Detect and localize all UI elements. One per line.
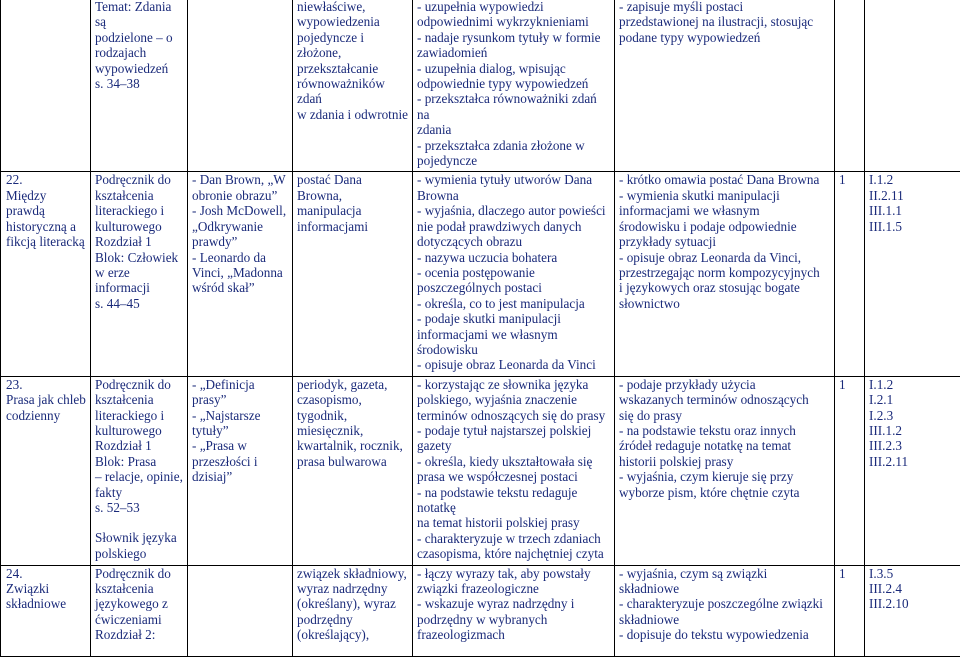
cell-line: równoważników zdań (297, 76, 408, 107)
cell-line: Związki (6, 581, 86, 596)
cell-line: na temat historii polskiej prasy (417, 515, 610, 530)
cell-line: (określany), wyraz (297, 596, 408, 611)
cell-line: Podręcznik do (95, 566, 183, 581)
cell-line: tygodnik, (297, 408, 408, 423)
cell-line: Rozdział 1 (95, 234, 183, 249)
concepts-cell (293, 565, 413, 656)
cell-line: 23. (6, 377, 86, 392)
cell-line: kształcenia (95, 392, 183, 407)
cell-line: - na podstawie tekstu redaguje notatkę (417, 485, 610, 516)
extended-requirements-cell (615, 565, 835, 656)
cell-line: - charakteryzuje w trzech zdaniach (417, 531, 610, 546)
cell-line: - podaje skutki manipulacji (417, 311, 610, 326)
cell-line: - nadaje rysunkom tytuły w formie (417, 30, 610, 45)
cell-line: - wyjaśnia, dlaczego autor powieści (417, 203, 610, 218)
extended-requirements-cell (615, 0, 835, 172)
texts-cell (188, 172, 293, 376)
cell-line: Browna (417, 188, 610, 203)
cell-line: przekształcanie (297, 61, 408, 76)
cell-line: składniowe (619, 612, 830, 627)
cell-line: - charakteryzuje poszczególne związki (619, 596, 830, 611)
cell-line: źródeł redaguje notatkę na temat (619, 438, 830, 453)
cell-line: literackiego i (95, 408, 183, 423)
cell-line: gazety (417, 438, 610, 453)
table-row (1, 172, 960, 376)
source-cell (91, 565, 188, 656)
cell-line: I.1.2 (869, 377, 958, 392)
cell-line: Temat: Zdania są (95, 0, 183, 30)
cell-line: - uzupełnia dialog, wpisując (417, 61, 610, 76)
cell-line: - na podstawie tekstu oraz innych (619, 423, 830, 438)
hours-cell (835, 172, 865, 376)
cell-line: dotyczących obrazu (417, 234, 610, 249)
cell-line: miesięcznik, (297, 423, 408, 438)
lesson-number-cell (1, 172, 91, 376)
cell-line: s. 34–38 (95, 76, 183, 91)
cell-line: s. 52–53 (95, 500, 183, 515)
cell-line: wyborze pism, które chętnie czyta (619, 485, 830, 500)
cell-line: informacjami we własnym (619, 203, 830, 218)
cell-line: - opisuje obraz Leonarda da Vinci (417, 357, 610, 372)
cell-line: rodzajach (95, 45, 183, 60)
hours-cell (835, 565, 865, 656)
table-row (1, 565, 960, 656)
cell-line: III.1.2 (869, 423, 958, 438)
cell-line: frazeologizmach (417, 627, 610, 642)
cell-line: - łączy wyrazy tak, aby powstały (417, 566, 610, 581)
cell-line: - korzystając ze słownika języka (417, 377, 610, 392)
cell-line: odpowiednie typy wypowiedzeń (417, 76, 610, 91)
cell-line: 1 (839, 566, 860, 581)
cell-line: i językowych oraz stosując bogate (619, 280, 830, 295)
source-cell (91, 0, 188, 172)
cell-line: - „Prasa w (192, 438, 288, 453)
cell-line: III.2.3 (869, 438, 958, 453)
cell-line: - Josh McDowell, (192, 203, 288, 218)
cell-line: 1 (839, 172, 860, 187)
basic-requirements-cell (413, 565, 615, 656)
cell-line: III.1.5 (869, 219, 958, 234)
cell-line: - krótko omawia postać Dana Browna (619, 172, 830, 187)
lesson-number-cell (1, 565, 91, 656)
cell-line: - wskazuje wyraz nadrzędny i (417, 596, 610, 611)
cell-line: wypowiedzenia (297, 14, 408, 29)
cell-line: III.2.11 (869, 454, 958, 469)
cell-line: - Leonardo da (192, 250, 288, 265)
curriculum-codes-cell (865, 376, 960, 565)
cell-line: ćwiczeniami (95, 612, 183, 627)
cell-line: podrzędny w wybranych (417, 612, 610, 627)
cell-line: w erze informacji (95, 265, 183, 296)
cell-line: manipulacja (297, 203, 408, 218)
texts-cell (188, 565, 293, 656)
cell-line: (określający), (297, 627, 408, 642)
concepts-cell (293, 376, 413, 565)
lesson-number-cell (1, 0, 91, 172)
cell-line: nie podał prawdziwych danych (417, 219, 610, 234)
cell-line: tytuły” (192, 423, 288, 438)
cell-line: fikcją literacką (6, 234, 86, 249)
cell-line: podrzędny (297, 612, 408, 627)
cell-line: obronie obrazu” (192, 188, 288, 203)
cell-line: związki frazeologiczne (417, 581, 610, 596)
cell-line: „Odkrywanie (192, 219, 288, 234)
cell-line: prasa we współczesnej postaci (417, 469, 610, 484)
cell-line: przedstawionej na ilustracji, stosując (619, 14, 830, 29)
cell-line: Rozdział 2: (95, 627, 183, 642)
cell-line: Podręcznik do (95, 172, 183, 187)
texts-cell (188, 376, 293, 565)
curriculum-codes-cell (865, 565, 960, 656)
cell-line: niewłaściwe, (297, 0, 408, 14)
cell-line: - wyjaśnia, czym są związki (619, 566, 830, 581)
extended-requirements-cell (615, 376, 835, 565)
cell-line: I.2.3 (869, 408, 958, 423)
cell-line: historii polskiej prasy (619, 454, 830, 469)
source-cell (91, 172, 188, 376)
cell-line: wskazanych terminów odnoszących (619, 392, 830, 407)
cell-line: 22. (6, 172, 86, 187)
source-cell (91, 376, 188, 565)
cell-line: składniowe (619, 581, 830, 596)
cell-line: codzienny (6, 408, 86, 423)
basic-requirements-cell (413, 0, 615, 172)
cell-line: kulturowego (95, 219, 183, 234)
cell-line: 1 (839, 377, 860, 392)
table-row (1, 376, 960, 565)
cell-line: - ocenia postępowanie (417, 265, 610, 280)
cell-line: wyraz nadrzędny (297, 581, 408, 596)
cell-line: kształcenia (95, 581, 183, 596)
cell-line: przykłady sytuacji (619, 234, 830, 249)
cell-line: - opisuje obraz Leonarda da Vinci, (619, 250, 830, 265)
cell-line: się do prasy (619, 408, 830, 423)
cell-line: II.2.11 (869, 188, 958, 203)
cell-line: wypowiedzeń (95, 61, 183, 76)
concepts-cell (293, 0, 413, 172)
hours-cell (835, 376, 865, 565)
cell-line: środowisku (417, 342, 610, 357)
cell-line: Słownik języka (95, 530, 183, 545)
cell-line: - określa, co to jest manipulacja (417, 296, 610, 311)
cell-line: Blok: Człowiek (95, 250, 183, 265)
table-row (1, 0, 960, 172)
cell-line: prasa bulwarowa (297, 454, 408, 469)
cell-line: informacjami (297, 219, 408, 234)
cell-line: literackiego i (95, 203, 183, 218)
cell-line: pojedyncze i złożone, (297, 30, 408, 61)
cell-line: podzielone – o (95, 30, 183, 45)
cell-line: - „Najstarsze (192, 408, 288, 423)
cell-line: związek składniowy, (297, 566, 408, 581)
cell-line: postać Dana Browna, (297, 172, 408, 203)
cell-line: - przekształca zdania złożone w (417, 138, 610, 153)
cell-line: fakty (95, 485, 183, 500)
cell-line: - określa, kiedy ukształtowała się (417, 454, 610, 469)
cell-line: III.2.4 (869, 581, 958, 596)
hours-cell (835, 0, 865, 172)
cell-line: przeszłości i (192, 454, 288, 469)
cell-line: - przekształca równoważniki zdań na (417, 91, 610, 122)
curriculum-codes-cell (865, 0, 960, 172)
cell-line: wśród skał” (192, 280, 288, 295)
cell-line: - „Definicja prasy” (192, 377, 288, 408)
cell-line: - zapisuje myśli postaci (619, 0, 830, 14)
cell-line: - podaje przykłady użycia (619, 377, 830, 392)
cell-line: kulturowego (95, 423, 183, 438)
cell-line: s. 44–45 (95, 296, 183, 311)
lesson-number-cell (1, 376, 91, 565)
cell-line: - nazywa uczucia bohatera (417, 250, 610, 265)
cell-line (95, 515, 183, 530)
cell-line: Między prawdą (6, 188, 86, 219)
cell-line: środowisku i podaje odpowiednie (619, 219, 830, 234)
basic-requirements-cell (413, 172, 615, 376)
cell-line: prawdy” (192, 234, 288, 249)
cell-line: odpowiednimi wykrzyknieniami (417, 14, 610, 29)
cell-line: - wyjaśnia, czym kieruje się przy (619, 469, 830, 484)
cell-line: III.1.1 (869, 203, 958, 218)
cell-line: pojedyncze (417, 153, 610, 168)
cell-line: językowego z (95, 596, 183, 611)
cell-line: składniowe (6, 596, 86, 611)
curriculum-codes-cell (865, 172, 960, 376)
cell-line: 24. (6, 566, 86, 581)
cell-line: Podręcznik do (95, 377, 183, 392)
cell-line: - wymienia skutki manipulacji (619, 188, 830, 203)
cell-line: - podaje tytuł najstarszej polskiej (417, 423, 610, 438)
basic-requirements-cell (413, 376, 615, 565)
cell-line: - dopisuje do tekstu wypowiedzenia (619, 627, 830, 642)
cell-line: Blok: Prasa (95, 454, 183, 469)
cell-line: w zdania i odwrotnie (297, 107, 408, 122)
cell-line: dzisiaj” (192, 469, 288, 484)
cell-line: podane typy wypowiedzeń (619, 30, 830, 45)
cell-line: I.2.1 (869, 392, 958, 407)
cell-line: przestrzegając norm kompozycyjnych (619, 265, 830, 280)
cell-line: I.3.5 (869, 566, 958, 581)
cell-line: Vinci, „Madonna (192, 265, 288, 280)
cell-line: poszczególnych postaci (417, 280, 610, 295)
cell-line: polskiego (95, 546, 183, 561)
cell-line: – relacje, opinie, (95, 469, 183, 484)
cell-line: zdania (417, 122, 610, 137)
cell-line: słownictwo (619, 296, 830, 311)
concepts-cell (293, 172, 413, 376)
cell-line: Prasa jak chleb (6, 392, 86, 407)
cell-line: informacjami we własnym (417, 327, 610, 342)
cell-line: III.2.10 (869, 596, 958, 611)
cell-line: kwartalnik, rocznik, (297, 438, 408, 453)
cell-line: I.1.2 (869, 172, 958, 187)
cell-line: Rozdział 1 (95, 438, 183, 453)
cell-line: periodyk, gazeta, (297, 377, 408, 392)
extended-requirements-cell (615, 172, 835, 376)
cell-line: polskiego, wyjaśnia znaczenie (417, 392, 610, 407)
cell-line: czasopismo, (297, 392, 408, 407)
cell-line: czasopisma, które najchętniej czyta (417, 546, 610, 561)
texts-cell (188, 0, 293, 172)
cell-line: - uzupełnia wypowiedzi (417, 0, 610, 14)
cell-line: - wymienia tytuły utworów Dana (417, 172, 610, 187)
cell-line: historyczną a (6, 219, 86, 234)
cell-line: zawiadomień (417, 45, 610, 60)
cell-line: - Dan Brown, „W (192, 172, 288, 187)
cell-line: kształcenia (95, 188, 183, 203)
cell-line: terminów odnoszących się do prasy (417, 408, 610, 423)
